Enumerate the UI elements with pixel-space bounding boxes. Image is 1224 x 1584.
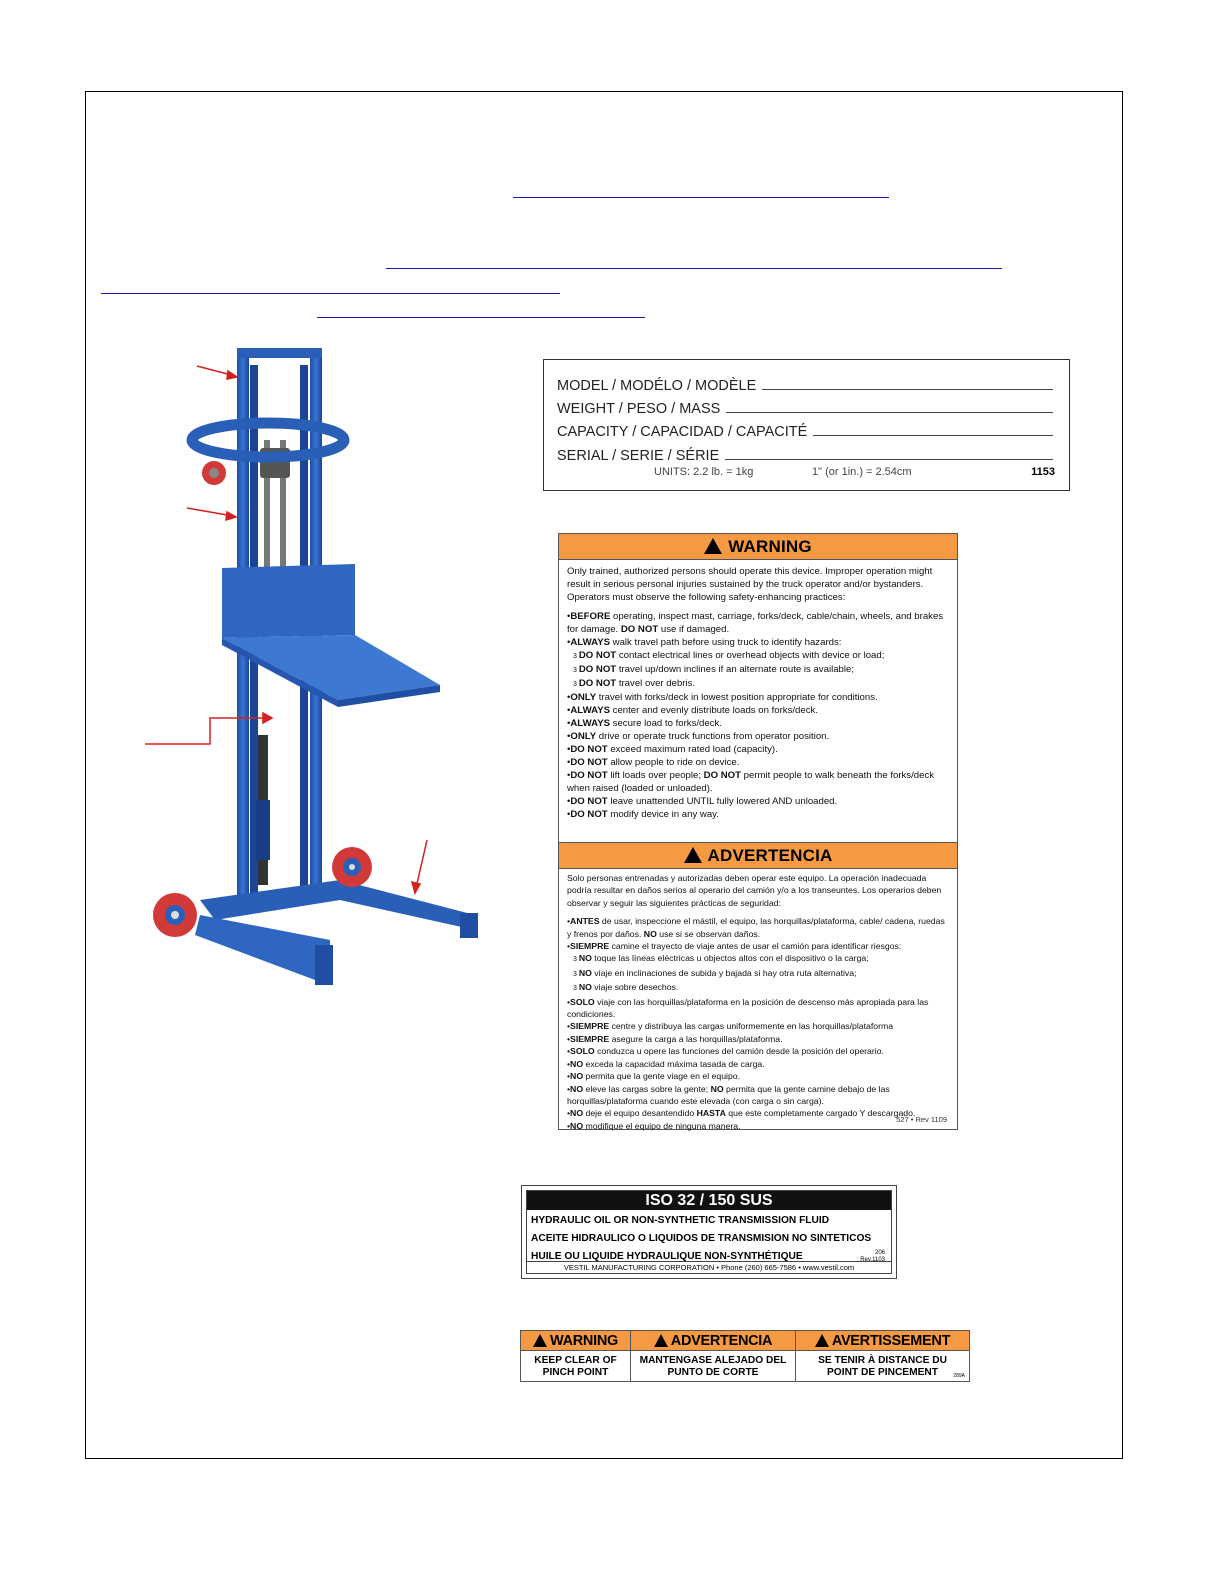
warning-english-text bbox=[567, 565, 951, 821]
plate-part-number: 1153 bbox=[1031, 466, 1055, 478]
warning-list-item: 3 NO viaje en inclinaciones de subida y bajada si hay otra ruta alternativa; bbox=[573, 967, 857, 978]
iso-code: 206 Rev.1103 bbox=[860, 1250, 885, 1263]
warning-list-item: •NO exceda la capacidad máxima tasada de carga. bbox=[567, 1058, 765, 1069]
warning-list-item: •ALWAYS walk travel path before using truck to identify hazards: bbox=[567, 637, 842, 648]
warning-list-item: •DO NOT exceed maximum rated load (capacity). bbox=[567, 744, 778, 755]
warning-list-item: •DO NOT lift loads over people; DO NOT permit people to walk beneath the forks/deck when raised (loaded or unloaded). bbox=[567, 770, 935, 794]
warning-list-item: •NO eleve las cargas sobre la gente; NO permita que la gente camine debajo de las horquillas/plataforma cuando este elevada (con carga o sin carga). bbox=[567, 1083, 890, 1106]
pinch-point-label bbox=[520, 1330, 970, 1382]
pinch-col-spanish: ADVERTENCIA MANTENGASE ALEJADO DEL PUNTO DE CORTE bbox=[631, 1331, 796, 1381]
warning-list-item: •ONLY travel with forks/deck in lowest position appropriate for conditions. bbox=[567, 692, 878, 703]
warning-list-item: •BEFORE operating, inspect mast, carriage, forks/deck, cable/chain, wheels, and brakes for damage. DO NOT use if damaged. bbox=[567, 611, 944, 635]
iso-title: ISO 32 / 150 SUS bbox=[527, 1191, 891, 1210]
link-underline-3[interactable] bbox=[101, 293, 560, 294]
warning-triangle-icon bbox=[654, 1334, 668, 1347]
warning-list-item: 3 DO NOT contact electrical lines or overhead objects with device or load; bbox=[573, 650, 885, 661]
warning-triangle-icon bbox=[815, 1334, 829, 1347]
warning-list-item: •SIEMPRE asegure la carga a las horquillas/plataforma. bbox=[567, 1033, 783, 1044]
pinch-col-english: WARNING KEEP CLEAR OF PINCH POINT bbox=[521, 1331, 631, 1381]
warning-spanish-intro: Solo personas entrenadas y autorizadas deben operar este equipo. La operación inadecuada podría resultar en daños serios al operario del camión y/o a los transeuntes. Los operarios deben observar y seguir las siguientes prácticas de seguridad: bbox=[567, 873, 942, 908]
warning-triangle-icon bbox=[684, 847, 702, 863]
plate-units: UNITS: 2.2 lb. = 1kg bbox=[654, 466, 754, 478]
warning-list-item: •SIEMPRE centre y distribuya las cargas uniformemente en las horquillas/plataforma bbox=[567, 1021, 894, 1032]
serial-plate bbox=[543, 359, 1070, 491]
iso-line-french: HUILE OU LIQUIDE HYDRAULIQUE NON-SYNTHÉTIQUE bbox=[531, 1251, 803, 1262]
iso-hydraulic-label bbox=[521, 1185, 897, 1279]
warning-triangle-icon bbox=[533, 1334, 547, 1347]
warning-list-item: •NO modifique el equipo de ninguna manera. bbox=[567, 1120, 741, 1131]
warning-list-item: 3 NO viaje sobre desechos. bbox=[573, 982, 679, 993]
warning-list-item: •SOLO conduzca u opere las funciones del camión desde la posición del operario. bbox=[567, 1046, 884, 1057]
advertencia-header: ADVERTENCIA bbox=[559, 842, 957, 869]
warning-list-item: •SOLO viaje con las horquillas/plataforma en la posición de descenso más apropiada para las condiciones. bbox=[567, 996, 929, 1020]
warning-revision: 527 • Rev 1109 bbox=[896, 1115, 947, 1124]
plate-row-model: MODEL / MODÉLO / MODÈLE bbox=[557, 372, 1053, 394]
warning-list-item: •ALWAYS secure load to forks/deck. bbox=[567, 718, 722, 729]
link-underline-1[interactable] bbox=[513, 197, 889, 198]
iso-line-spanish: ACEITE HIDRAULICO O LIQUIDOS DE TRANSMISION NO SINTETICOS bbox=[531, 1233, 872, 1244]
warning-list-item: •ANTES de usar, inspeccione el mástil, el equipo, las horquillas/plataforma, cable/ cadena, ruedas y frenos por daños. NO use si se observan daños. bbox=[567, 916, 945, 939]
warning-english-list bbox=[567, 610, 951, 821]
warning-list-item: •SIEMPRE camine el trayecto de viaje antes de usar el camión para identificar riesgos: bbox=[567, 941, 902, 952]
warning-list-item: •ALWAYS center and evenly distribute loads on forks/deck. bbox=[567, 705, 818, 716]
pinch-code: 289A bbox=[953, 1373, 965, 1379]
warning-list-item: 3 NO toque las líneas eléctricas u objectos altos con el dispositivo o la carga; bbox=[573, 953, 869, 964]
pinch-col-french: AVERTISSEMENT SE TENIR À DISTANCE DU POINT DE PINCEMENT 289A bbox=[796, 1331, 969, 1381]
lift-illustration bbox=[140, 340, 500, 1000]
iso-line-english: HYDRAULIC OIL OR NON-SYNTHETIC TRANSMISSION FLUID bbox=[531, 1215, 830, 1226]
warning-list-item: •DO NOT modify device in any way. bbox=[567, 809, 719, 820]
warning-list-item: •ONLY drive or operate truck functions from operator position. bbox=[567, 731, 830, 742]
warning-header: WARNING bbox=[559, 534, 957, 560]
warning-label bbox=[558, 533, 958, 1130]
warning-spanish-list bbox=[567, 915, 951, 1132]
warning-english-intro: Only trained, authorized persons should operate this device. Improper operation might result in serious personal injuries sustained by the truck operator and/or bystanders. Operators must observe the following safety-enhancing practices: bbox=[567, 566, 933, 603]
link-underline-4[interactable] bbox=[317, 317, 645, 318]
warning-list-item: 3 DO NOT travel over debris. bbox=[573, 678, 696, 689]
warning-list-item: 3 DO NOT travel up/down inclines if an alternate route is available; bbox=[573, 664, 855, 675]
plate-inch-conversion: 1" (or 1in.) = 2.54cm bbox=[812, 466, 912, 478]
plate-row-weight: WEIGHT / PESO / MASS bbox=[557, 395, 1053, 417]
iso-footer: VESTIL MANUFACTURING CORPORATION • Phone (260) 665-7586 • www.vestil.com bbox=[527, 1261, 891, 1273]
warning-list-item: •NO permita que la gente viage en el equipo. bbox=[567, 1071, 741, 1082]
warning-list-item: •DO NOT leave unattended UNTIL fully lowered AND unloaded. bbox=[567, 796, 838, 807]
warning-triangle-icon bbox=[704, 538, 722, 554]
warning-spanish-text bbox=[567, 872, 951, 1132]
warning-list-item: •DO NOT allow people to ride on device. bbox=[567, 757, 740, 768]
warning-list-item: •NO deje el equipo desantendido HASTA que este completamente cargado Y descargado. bbox=[567, 1108, 916, 1119]
plate-row-capacity: CAPACITY / CAPACIDAD / CAPACITÉ bbox=[557, 418, 1053, 440]
link-underline-2[interactable] bbox=[386, 268, 1002, 269]
plate-row-serial: SERIAL / SERIE / SÉRIE bbox=[557, 442, 1053, 464]
